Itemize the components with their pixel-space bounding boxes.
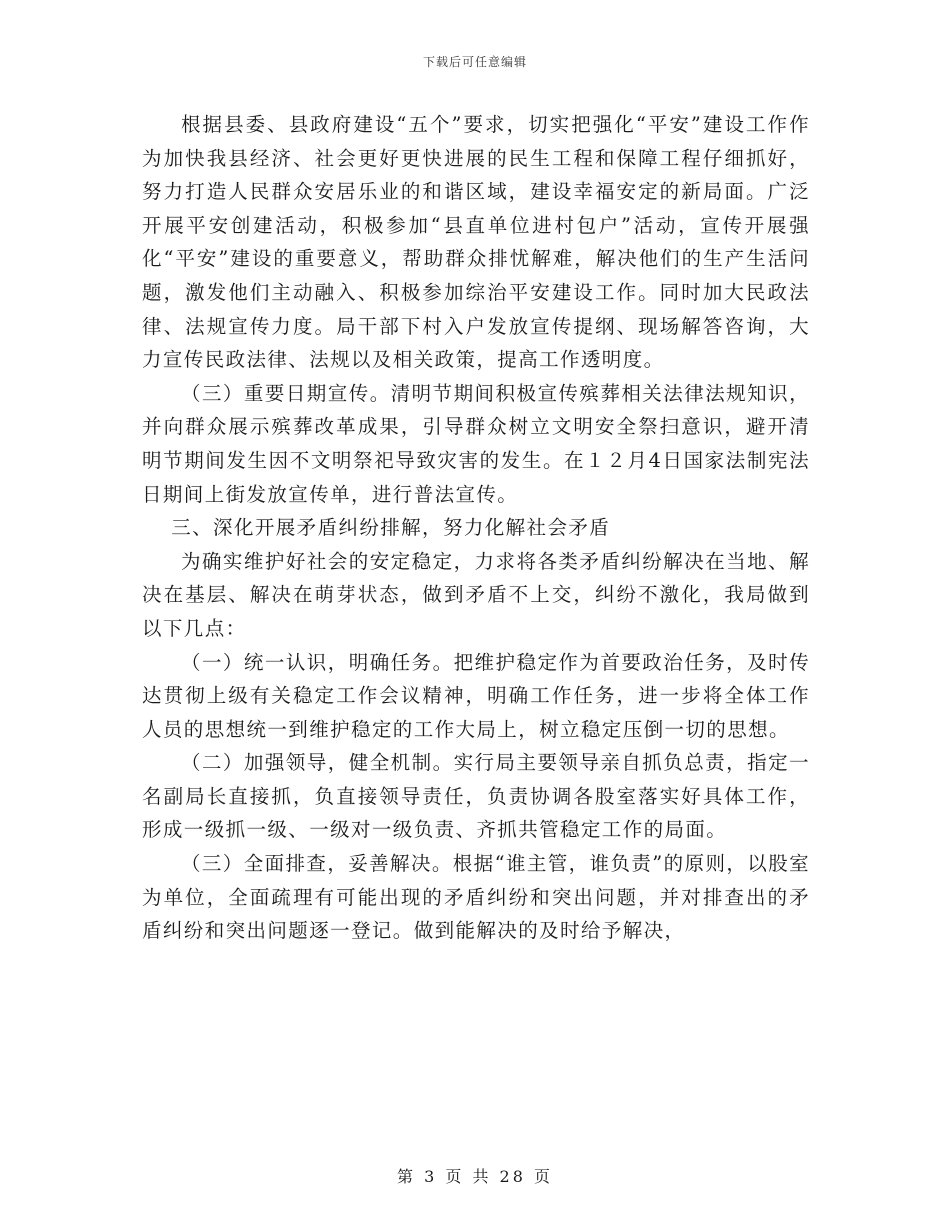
paragraph-safety-construction: 根据县委、县政府建设“五个”要求，切实把强化“平安”建设工作作为加快我县经济、社会更好更快进展的民生工程和保障工程仔细抓好，努力打造人民群众安居乐业的和谐区域，建设幸福安定的新局面。广泛开展平安创建活动，积极参加“县直单位进村包户”活动，宣传开展强化“平安”建设的重要意义，帮助群众排忧解难，解决他们的生产生活问题，激发他们主动融入、积极参加综治平安建设工作。同时加大民政法律、法规宣传力度。局干部下村入户发放宣传提纲、现场解答咨询，大力宣传民政法律、法规以及相关政策，提高工作透明度。 — [142, 113, 810, 372]
document-body — [142, 108, 810, 948]
paragraph-comprehensive-check: （三）全面排查，妥善解决。根据“谁主管，谁负责”的原则，以股室为单位，全面疏理有可能出现的矛盾纠纷和突出问题，并对排查出的矛盾纠纷和突出问题逐一登记。做到能解决的及时给予解决， — [142, 852, 810, 943]
section-heading-conflict-resolution: 三、深化开展矛盾纠纷排解，努力化解社会矛盾 — [171, 516, 611, 540]
paragraph-conflict-intro: 为确实维护好社会的安定稳定，力求将各类矛盾纠纷解决在当地、解决在基层、解决在萌芽状态，做到矛盾不上交，纠纷不激化，我局做到以下几点： — [142, 549, 810, 640]
paragraph-unify-understanding: （一）统一认识，明确任务。把维护稳定作为首要政治任务，及时传达贯彻上级有关稳定工作会议精神，明确工作任务，进一步将全体工作人员的思想统一到维护稳定的工作大局上，树立稳定压倒一切的思想。 — [142, 650, 810, 741]
paragraph-key-dates: （三）重要日期宣传。清明节期间积极宣传殡葬相关法律法规知识，并向群众展示殡葬改革成果，引导群众树立文明安全祭扫意识，避开清明节期间发生因不文明祭祀导致灾害的发生。在１２月4日国家法制宪法日期间上街发放宣传单，进行普法宣传。 — [142, 381, 810, 506]
paragraph-strengthen-leadership: （二）加强领导，健全机制。实行局主要领导亲自抓负总责，指定一名副局长直接抓，负直接领导责任，负责协调各股室落实好具体工作，形成一级抓一级、一级对一级负责、齐抓共管稳定工作的局面。 — [142, 751, 810, 842]
page-number-footer: 第 3 页 共 28 页 — [397, 1167, 553, 1186]
page-header: 下载后可任意编辑 — [422, 55, 527, 69]
